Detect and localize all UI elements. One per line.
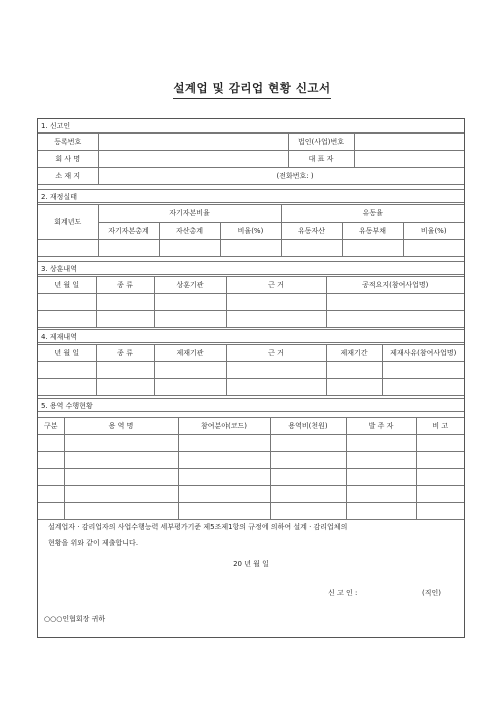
services-cell[interactable] (346, 435, 416, 452)
services-col: 참여분야(코드) (178, 418, 270, 435)
reg-no-field[interactable] (98, 134, 288, 151)
services-cell[interactable] (178, 469, 270, 486)
services-cell[interactable] (38, 503, 64, 520)
sanctions-cell[interactable] (96, 362, 154, 379)
sanctions-col: 제재기간 (326, 345, 382, 362)
sanctions-col: 종 류 (96, 345, 154, 362)
section-awards-heading: 3. 상훈내역 (38, 261, 464, 275)
services-cell[interactable] (416, 503, 464, 520)
declaration-text (48, 519, 458, 551)
company-label: 회 사 명 (38, 151, 98, 168)
declaration-line: 설계업자 · 감리업자의 사업수행능력 세부평가기준 제5조제1항의 규정에 의하여 설계 · 감리업체의 (48, 523, 348, 531)
awards-cell[interactable] (154, 294, 226, 311)
corp-no-label: 법인(사업)번호 (288, 134, 354, 151)
fiscal-year-label: 회계년도 (38, 205, 98, 240)
services-col: 발 주 자 (346, 418, 416, 435)
services-cell[interactable] (346, 452, 416, 469)
services-cell[interactable] (38, 452, 64, 469)
ceo-label: 대 표 자 (288, 151, 354, 168)
awards-col: 종 류 (96, 277, 154, 294)
services-cell[interactable] (178, 452, 270, 469)
services-cell[interactable] (64, 503, 178, 520)
awards-table (38, 276, 464, 328)
sanctions-col: 제재기관 (154, 345, 226, 362)
services-cell[interactable] (416, 435, 464, 452)
finance-cell[interactable] (38, 240, 98, 257)
finance-cell[interactable] (220, 240, 281, 257)
awards-cell[interactable] (326, 311, 464, 328)
finance-col: 비율(%) (220, 222, 281, 240)
finance-table (38, 204, 464, 257)
reg-no-label: 등록번호 (38, 134, 98, 151)
addressee: ○○○인협회장 귀하 (44, 615, 106, 623)
services-cell[interactable] (64, 452, 178, 469)
services-cell[interactable] (270, 469, 346, 486)
form-title: 설계업 및 감리업 현황 신고서 (0, 80, 504, 96)
services-col: 용 역 명 (64, 418, 178, 435)
services-cell[interactable] (38, 435, 64, 452)
awards-cell[interactable] (38, 311, 96, 328)
section-finance-heading: 2. 재정실태 (38, 189, 464, 203)
services-cell[interactable] (416, 469, 464, 486)
sanctions-col: 년 월 일 (38, 345, 96, 362)
awards-cell[interactable] (226, 294, 326, 311)
finance-col: 자산총계 (159, 222, 220, 240)
sanctions-cell[interactable] (226, 362, 326, 379)
sanctions-cell[interactable] (382, 379, 464, 396)
sanctions-cell[interactable] (154, 379, 226, 396)
services-col: 구분 (38, 418, 64, 435)
awards-col: 근 거 (226, 277, 326, 294)
report-form (37, 118, 465, 638)
liquidity-label: 유동율 (281, 205, 464, 223)
finance-cell[interactable] (159, 240, 220, 257)
sanctions-cell[interactable] (326, 379, 382, 396)
services-cell[interactable] (416, 486, 464, 503)
awards-col: 상훈기관 (154, 277, 226, 294)
ceo-field[interactable] (354, 151, 464, 168)
services-cell[interactable] (178, 486, 270, 503)
awards-col: 공적요지(참여사업명) (326, 277, 464, 294)
signer-label: 신 고 인 : (328, 589, 358, 597)
submission-date: 20 년 월 일 (233, 560, 269, 568)
seal-label: (직인) (422, 589, 441, 597)
awards-cell[interactable] (38, 294, 96, 311)
company-field[interactable] (98, 151, 288, 168)
finance-col: 유동자산 (281, 222, 342, 240)
sanctions-cell[interactable] (382, 362, 464, 379)
finance-cell[interactable] (98, 240, 159, 257)
services-cell[interactable] (270, 452, 346, 469)
sanctions-table (38, 344, 464, 396)
address-label: 소 재 지 (38, 168, 98, 185)
finance-col: 자기자본총계 (98, 222, 159, 240)
sanctions-col: 근 거 (226, 345, 326, 362)
applicant-table (38, 133, 464, 185)
services-cell[interactable] (270, 486, 346, 503)
services-table (38, 417, 464, 520)
services-cell[interactable] (64, 486, 178, 503)
awards-cell[interactable] (226, 311, 326, 328)
services-cell[interactable] (38, 469, 64, 486)
services-cell[interactable] (416, 452, 464, 469)
sanctions-cell[interactable] (154, 362, 226, 379)
section-services-heading: 5. 용역 수행현황 (38, 398, 464, 412)
sanctions-col: 제재사유(참여사업명) (382, 345, 464, 362)
finance-cell[interactable] (281, 240, 342, 257)
services-col: 용역비(천원) (270, 418, 346, 435)
address-field[interactable] (98, 168, 464, 185)
services-cell[interactable] (178, 503, 270, 520)
awards-cell[interactable] (96, 294, 154, 311)
awards-cell[interactable] (154, 311, 226, 328)
services-cell[interactable] (270, 435, 346, 452)
equity-ratio-label: 자기자본비율 (98, 205, 281, 223)
services-cell[interactable] (38, 486, 64, 503)
services-cell[interactable] (64, 469, 178, 486)
phone-label: (전화번호: ) (276, 172, 314, 180)
awards-cell[interactable] (96, 311, 154, 328)
awards-cell[interactable] (326, 294, 464, 311)
finance-cell[interactable] (342, 240, 403, 257)
services-cell[interactable] (270, 503, 346, 520)
services-cell[interactable] (346, 486, 416, 503)
corp-no-field[interactable] (354, 134, 464, 151)
sanctions-cell[interactable] (226, 379, 326, 396)
sanctions-cell[interactable] (38, 379, 96, 396)
finance-col: 유동부채 (342, 222, 403, 240)
sanctions-cell[interactable] (96, 379, 154, 396)
awards-col: 년 월 일 (38, 277, 96, 294)
services-cell[interactable] (64, 435, 178, 452)
sanctions-cell[interactable] (38, 362, 96, 379)
services-cell[interactable] (346, 469, 416, 486)
finance-col: 비율(%) (403, 222, 464, 240)
services-cell[interactable] (346, 503, 416, 520)
services-cell[interactable] (178, 435, 270, 452)
section-applicant-heading: 1. 신고인 (38, 119, 464, 133)
declaration-line: 현황을 위와 같이 제출합니다. (48, 539, 139, 547)
section-sanctions-heading: 4. 제재내역 (38, 329, 464, 343)
sanctions-cell[interactable] (326, 362, 382, 379)
finance-cell[interactable] (403, 240, 464, 257)
services-col: 비 고 (416, 418, 464, 435)
